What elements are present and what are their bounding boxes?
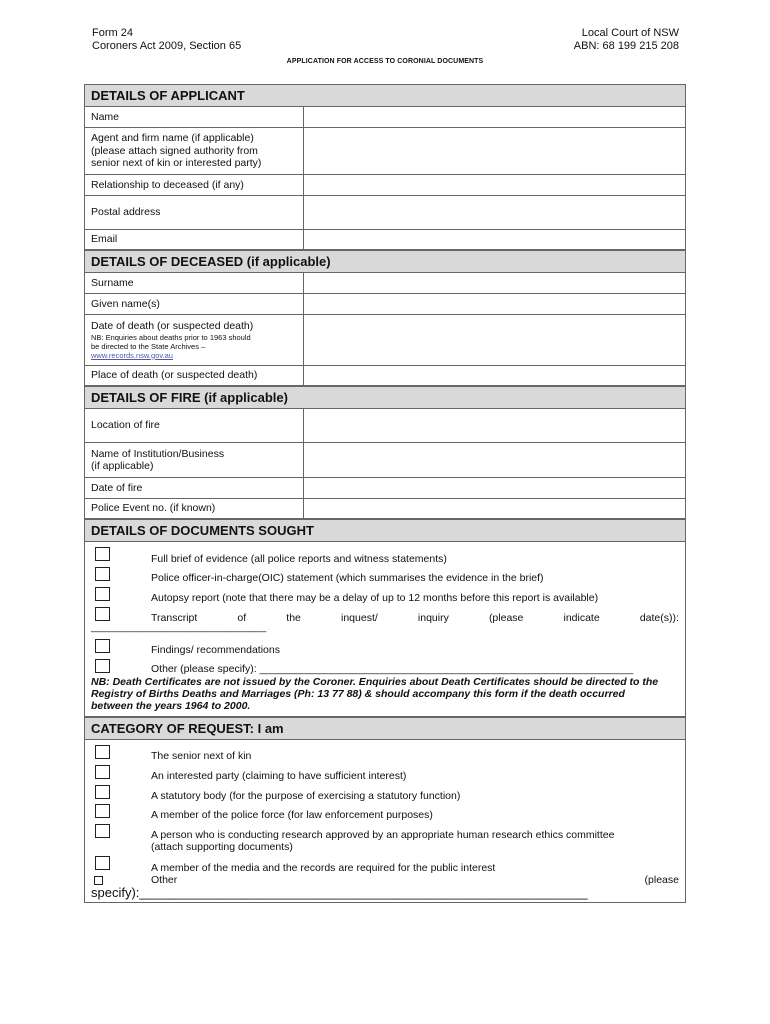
opt-autopsy: Autopsy report (note that there may be a delay of up to 12 months before this report is available): [151, 592, 599, 604]
transcript-word: inquiry: [417, 612, 449, 624]
opt-oic-statement: Police officer-in-charge(OIC) statement (which summarises the evidence in the brief): [151, 572, 544, 584]
label-fire-date: Date of fire: [85, 478, 304, 498]
row-name: [84, 107, 686, 128]
row-police-event: [84, 499, 686, 519]
section-documents-heading: DETAILS OF DOCUMENTS SOUGHT: [84, 519, 686, 542]
checkbox-police-force[interactable]: [95, 804, 110, 818]
label-place: Place of death (or suspected death): [85, 366, 304, 385]
death-certificate-note: NB: Death Certificates are not issued by the Coroner. Enquiries about Death Certificates should be directed to the Registry of Births Deaths and Marriages (Ph: 13 77 88) & should accompany this form if the death occurred between the years 1964 to 2000.: [91, 676, 659, 712]
agent-line-2: (please attach signed authority from: [91, 144, 258, 157]
checkbox-other-category[interactable]: [94, 876, 103, 885]
input-fire-date[interactable]: [304, 478, 685, 498]
transcript-word: date(s)):: [639, 612, 679, 624]
input-dod[interactable]: [304, 315, 685, 365]
checkbox-senior-kin[interactable]: [95, 745, 110, 759]
documents-options: [84, 542, 686, 717]
label-postal: Postal address: [85, 196, 304, 229]
input-name[interactable]: [304, 107, 685, 127]
institution-line-1: Name of Institution/Business: [91, 447, 225, 460]
input-place[interactable]: [304, 366, 685, 385]
cat-statutory-body: A statutory body (for the purpose of exercising a statutory function): [151, 790, 461, 802]
cat-interested-party: An interested party (claiming to have sufficient interest): [151, 770, 407, 782]
row-fire-location: [84, 409, 686, 443]
transcript-word: Transcript: [151, 612, 198, 624]
input-agent[interactable]: [304, 128, 685, 174]
form-header-left: [92, 27, 241, 53]
transcript-dates-field[interactable]: ______________________________: [91, 621, 267, 633]
cat-other-specify-field[interactable]: specify):______________________________________________________________: [91, 885, 588, 900]
transcript-word: (please: [488, 612, 524, 624]
row-email: [84, 230, 686, 250]
cat-media: A member of the media and the records are required for the public interest: [151, 862, 496, 874]
checkbox-oic-statement[interactable]: [95, 567, 110, 581]
row-postal: [84, 196, 686, 230]
checkbox-findings[interactable]: [95, 639, 110, 653]
input-email[interactable]: [304, 230, 685, 249]
row-place: [84, 366, 686, 386]
label-email: Email: [85, 230, 304, 249]
checkbox-statutory-body[interactable]: [95, 785, 110, 799]
opt-other-docs[interactable]: Other (please specify): ________________________________________________________________: [151, 663, 634, 675]
section-category-heading: CATEGORY OF REQUEST: I am: [84, 717, 686, 740]
label-dod: [85, 315, 304, 365]
row-relationship: [84, 175, 686, 196]
institution-line-2: (if applicable): [91, 460, 154, 472]
label-name: Name: [85, 107, 304, 127]
checkbox-transcript[interactable]: [95, 607, 110, 621]
row-dod: [84, 315, 686, 366]
transcript-word: indicate: [563, 612, 600, 624]
label-surname: Surname: [85, 273, 304, 293]
input-relationship[interactable]: [304, 175, 685, 195]
input-postal[interactable]: [304, 196, 685, 229]
input-institution[interactable]: [304, 443, 685, 477]
agent-line-1: Agent and firm name (if applicable): [91, 132, 254, 145]
dod-note-1: NB: Enquiries about deaths prior to 1963 should: [91, 332, 251, 342]
input-police-event[interactable]: [304, 499, 685, 518]
cat-researcher-note: (attach supporting documents): [151, 841, 293, 853]
section-fire-heading: DETAILS OF FIRE (if applicable): [84, 386, 686, 409]
input-given[interactable]: [304, 294, 685, 314]
label-fire-location: Location of fire: [85, 409, 304, 442]
dod-note-2: be directed to the State Archives –: [91, 341, 206, 351]
row-given: [84, 294, 686, 315]
category-options: [84, 740, 686, 903]
label-relationship: Relationship to deceased (if any): [85, 175, 304, 195]
transcript-word: the: [286, 612, 301, 624]
dod-label: Date of death (or suspected death): [91, 320, 254, 333]
opt-full-brief: Full brief of evidence (all police reports and witness statements): [151, 553, 447, 565]
section-applicant-heading: DETAILS OF APPLICANT: [84, 84, 686, 107]
checkbox-interested-party[interactable]: [95, 765, 110, 779]
cat-other-please: (please: [644, 874, 679, 886]
checkbox-media[interactable]: [95, 856, 110, 870]
application-form: [84, 84, 686, 903]
row-agent: [84, 128, 686, 175]
cat-researcher: A person who is conducting research approved by an appropriate human research ethics committee: [151, 829, 615, 841]
row-institution: [84, 443, 686, 478]
input-surname[interactable]: [304, 273, 685, 293]
act-reference: Coroners Act 2009, Section 65: [92, 40, 242, 52]
cat-senior-kin: The senior next of kin: [151, 750, 252, 762]
court-name: Local Court of NSW: [581, 27, 679, 39]
row-surname: [84, 273, 686, 294]
checkbox-other-docs[interactable]: [95, 659, 110, 673]
opt-findings: Findings/ recommendations: [151, 644, 280, 656]
label-police-event: Police Event no. (if known): [85, 499, 304, 518]
transcript-word: of: [237, 612, 247, 624]
transcript-word: inquest/: [341, 612, 378, 624]
section-deceased-heading: DETAILS OF DECEASED (if applicable): [84, 250, 686, 273]
form-title: APPLICATION FOR ACCESS TO CORONIAL DOCUMENTS: [286, 58, 484, 65]
agent-line-3: senior next of kin or interested party): [91, 157, 262, 170]
checkbox-autopsy[interactable]: [95, 587, 110, 601]
form-header-right: [574, 27, 679, 53]
input-fire-location[interactable]: [304, 409, 685, 442]
row-fire-date: [84, 478, 686, 499]
cat-police-force: A member of the police force (for law enforcement purposes): [151, 809, 433, 821]
checkbox-researcher[interactable]: [95, 824, 110, 838]
cat-other-label: Other: [151, 874, 178, 886]
label-given: Given name(s): [85, 294, 304, 314]
checkbox-full-brief[interactable]: [95, 547, 110, 561]
state-archives-link[interactable]: www.records.nsw.gov.au: [91, 350, 173, 360]
label-institution: [85, 443, 304, 477]
label-agent: [85, 128, 304, 174]
form-number: Form 24: [92, 27, 133, 39]
abn: ABN: 68 199 215 208: [573, 40, 679, 52]
